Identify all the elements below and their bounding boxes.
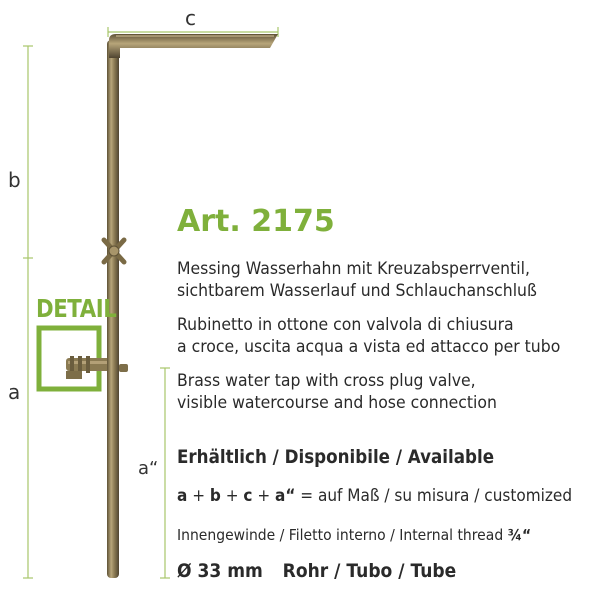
spout bbox=[109, 34, 278, 58]
formula-b: b bbox=[209, 486, 221, 506]
description-de bbox=[177, 258, 537, 302]
description-en-line-1: Brass water tap with cross plug valve, bbox=[177, 371, 476, 390]
dim-label-a2: a“ bbox=[138, 458, 159, 479]
description-it-line-1: Rubinetto in ottone con valvola di chiusura bbox=[177, 315, 514, 334]
thread-size: ¾“ bbox=[507, 526, 532, 544]
dim-label-a: a bbox=[8, 380, 21, 404]
hose-connection bbox=[119, 364, 128, 372]
description-it bbox=[177, 314, 560, 358]
detail-label: DETAIL bbox=[36, 294, 117, 323]
formula-plus-2: + bbox=[220, 486, 244, 506]
thread-text: Innengewinde / Filetto interno / Internal thread bbox=[177, 526, 508, 544]
dim-label-b: b bbox=[8, 168, 21, 192]
formula-plus-1: + bbox=[187, 486, 210, 506]
article-title: Art. 2175 bbox=[177, 204, 335, 239]
formula-a2: a“ bbox=[275, 486, 296, 506]
thread-info bbox=[177, 526, 531, 544]
dimension-b bbox=[23, 46, 33, 258]
description-de-line-1: Messing Wasserhahn mit Kreuzabsperrventil, bbox=[177, 259, 530, 278]
dimension-a bbox=[23, 258, 33, 578]
formula-plus-3: + bbox=[252, 486, 276, 506]
description-it-line-2: a croce, uscita acqua a vista ed attacco per tubo bbox=[177, 337, 561, 356]
formula-rest: = auf Maß / su misura / customized bbox=[295, 486, 573, 506]
formula-c: c bbox=[243, 486, 253, 506]
tube-diameter: Ø 33 mm bbox=[177, 560, 263, 582]
description-en bbox=[177, 370, 497, 414]
availability: Erhältlich / Disponibile / Available bbox=[177, 446, 495, 468]
tube-info bbox=[177, 560, 456, 582]
formula-a: a bbox=[177, 486, 188, 506]
size-formula bbox=[177, 486, 572, 506]
tube-label: Rohr / Tubo / Tube bbox=[282, 560, 457, 582]
dim-label-c: c bbox=[185, 6, 196, 30]
hose-connector-detail bbox=[66, 356, 110, 379]
description-en-line-2: visible watercourse and hose connection bbox=[177, 393, 497, 412]
dimension-a2 bbox=[160, 368, 170, 578]
description-de-line-2: sichtbarem Wasserlauf und Schlauchanschluß bbox=[177, 281, 537, 300]
